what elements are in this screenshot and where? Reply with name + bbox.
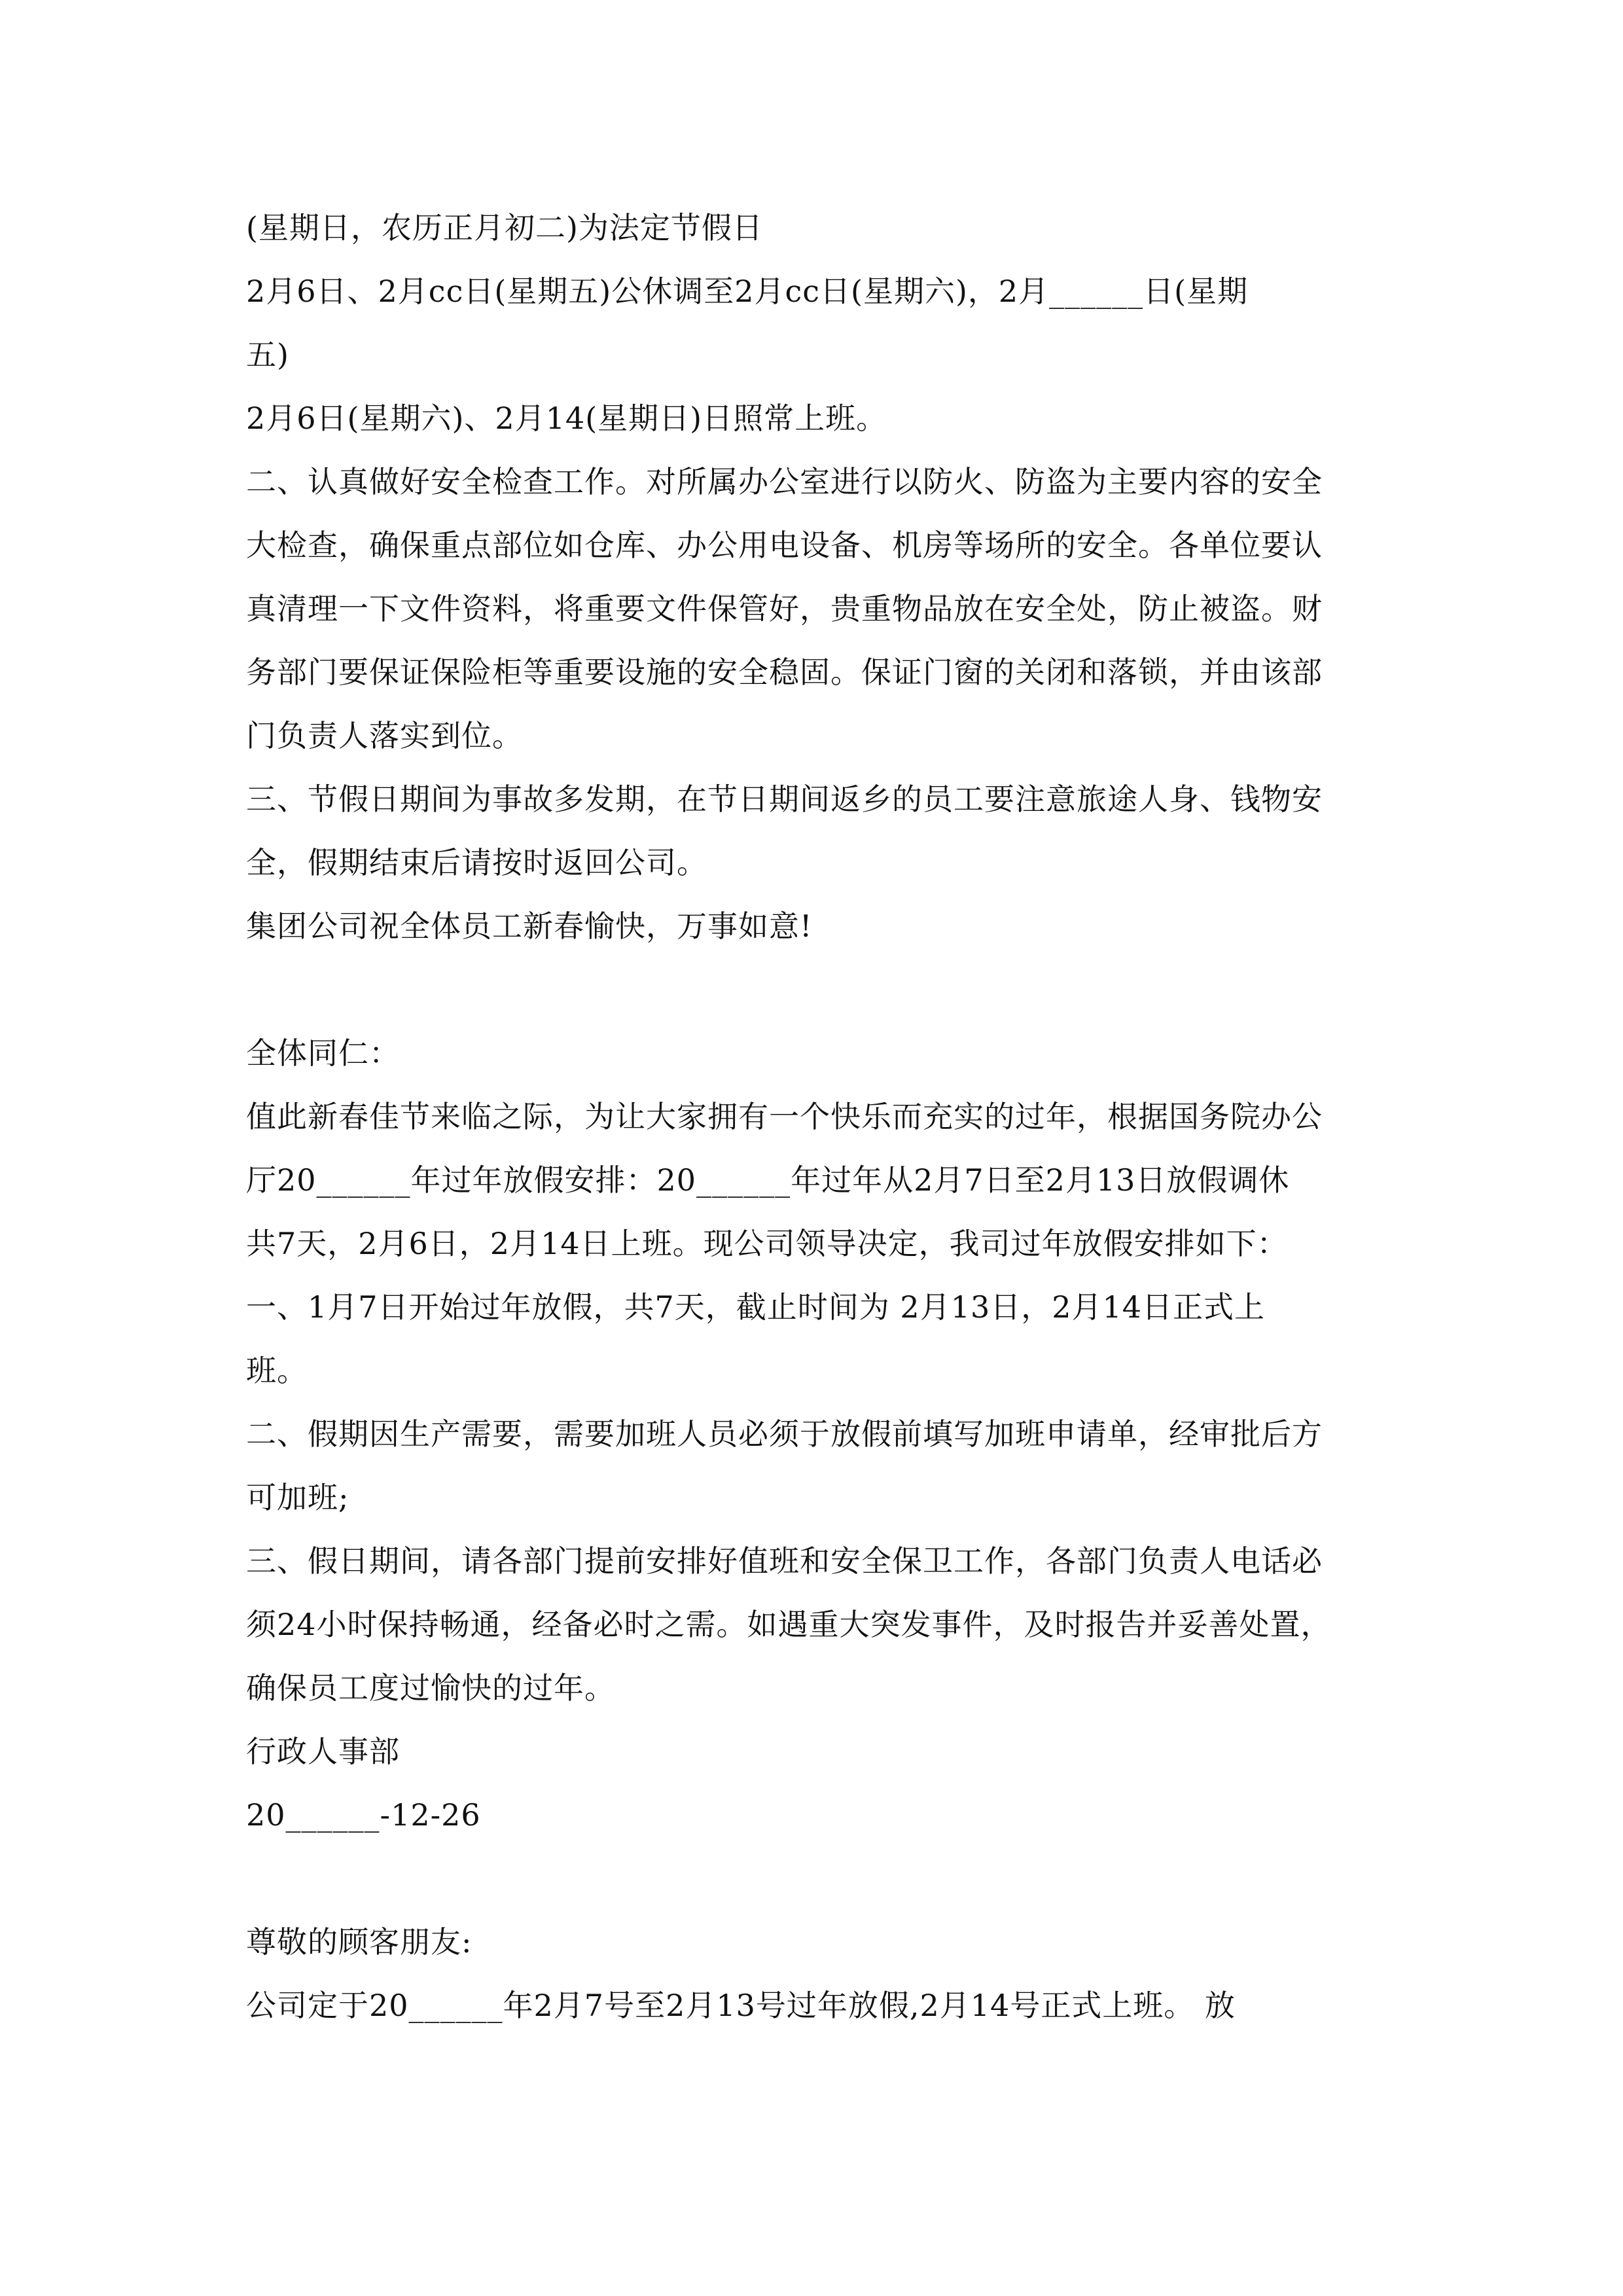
- text-line-20: 可加班;: [246, 1480, 349, 1515]
- text-line-1: (星期日，农历正月初二)为法定节假日: [246, 210, 763, 245]
- text-line-24: 行政人事部: [246, 1734, 400, 1769]
- text-line-11: 全，假期结束后请按时返回公司。: [246, 845, 707, 880]
- text-line-6: 大检查，确保重点部位如仓库、办公用电设备、机房等场所的安全。各单位要认: [246, 528, 1323, 563]
- text-line-21: 三、假日期间，请各部门提前安排好值班和安全保卫工作，各部门负责人电话必: [246, 1543, 1323, 1579]
- text-line-22: 须24小时保持畅通，经备必时之需。如遇重大突发事件，及时报告并妥善处置，: [246, 1607, 1332, 1642]
- text-line-18: 班。: [246, 1353, 308, 1388]
- text-line-17: 一、1月7日开始过年放假，共7天，截止时间为 2月13日，2月14日正式上: [246, 1289, 1266, 1325]
- text-line-9: 门负责人落实到位。: [246, 718, 523, 753]
- text-line-14: 值此新春佳节来临之际，为让大家拥有一个快乐而充实的过年，根据国务院办公: [246, 1099, 1323, 1134]
- text-line-23: 确保员工度过愉快的过年。: [246, 1670, 615, 1706]
- text-line-15: 厅20______年过年放假安排：20______年过年从2月7日至2月13日放假调休: [246, 1162, 1290, 1198]
- text-line-8: 务部门要保证保险柜等重要设施的安全稳固。保证门窗的关闭和落锁，并由该部: [246, 655, 1323, 690]
- text-line-7: 真清理一下文件资料，将重要文件保管好，贵重物品放在安全处，防止被盗。财: [246, 591, 1323, 626]
- text-line-10: 三、节假日期间为事故多发期，在节日期间返乡的员工要注意旅途人身、钱物安: [246, 781, 1323, 817]
- text-line-13: 全体同仁：: [246, 1035, 400, 1071]
- text-line-5: 二、认真做好安全检查工作。对所属办公室进行以防火、防盗为主要内容的安全: [246, 464, 1323, 499]
- text-line-4: 2月6日(星期六)、2月14(星期日)日照常上班。: [246, 401, 887, 436]
- text-line-19: 二、假期因生产需要，需要加班人员必须于放假前填写加班申请单，经审批后方: [246, 1416, 1323, 1452]
- text-line-25: 20______-12-26: [246, 1797, 481, 1833]
- text-line-27: 公司定于20______年2月7号至2月13号过年放假,2月14号正式上班。 放: [246, 1988, 1236, 2023]
- text-line-16: 共7天，2月6日，2月14日上班。现公司领导决定，我司过年放假安排如下：: [246, 1226, 1288, 1261]
- text-line-26: 尊敬的顾客朋友:: [246, 1924, 473, 1960]
- text-line-3: 五): [246, 337, 289, 372]
- text-line-2: 2月6日、2月cc日(星期五)公休调至2月cc日(星期六)，2月______日(星期: [246, 274, 1249, 309]
- text-line-12: 集团公司祝全体员工新春愉快，万事如意!: [246, 908, 813, 944]
